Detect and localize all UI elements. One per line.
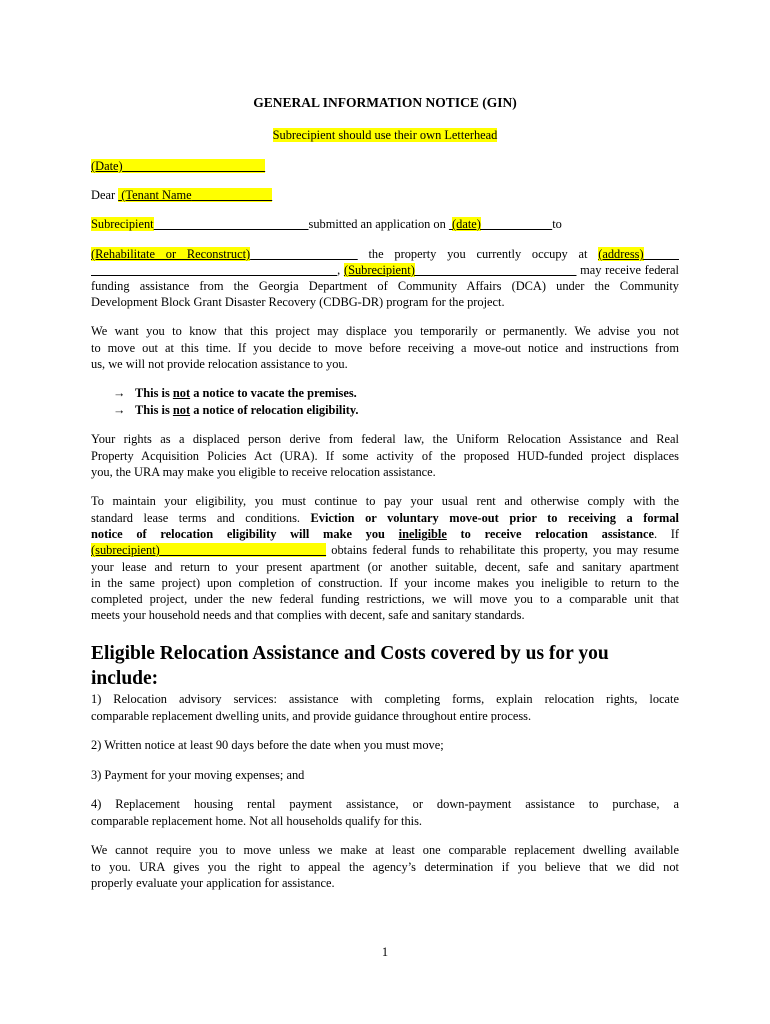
bullet2-emphasis: not: [172, 403, 191, 417]
para4-line3-bold-a: notice of relocation eligibility will make you: [91, 527, 399, 541]
item1-line1: 1) Relocation advisory services: assistance with completing forms, explain relocation rights, locate: [91, 692, 679, 706]
bullet2-pre: This is: [135, 403, 173, 417]
address-field[interactable]: (address): [598, 247, 644, 261]
para1-text-a: the property you currently occupy at: [368, 247, 588, 261]
para5-line2: to you. URA gives you the right to appeal the agency’s determination if you believe that we did not: [91, 860, 679, 874]
date-line: [91, 158, 679, 174]
subrecipient-field[interactable]: Subrecipient: [91, 217, 154, 231]
bullet1-pre: This is: [135, 386, 173, 400]
para4-line7: completed project, under the new federal funding restrictions, we will move you to a comparable unit that: [91, 592, 679, 606]
para2-line3: us, we will not provide relocation assistance to you.: [91, 357, 348, 371]
para3-line1: Your rights as a displaced person derive from federal law, the Uniform Relocation Assistance and Real: [91, 432, 679, 446]
para5-line1: We cannot require you to move unless we make at least one comparable replacement dwelling available: [91, 843, 679, 857]
bullet-not-eligibility: [113, 402, 359, 418]
para4-line5: your lease and return to your present apartment (or another suitable, decent, safe and sanitary apartment: [91, 560, 679, 574]
para4-line2-plain: standard lease terms and conditions.: [91, 511, 311, 525]
bullet1-emphasis: not: [172, 386, 191, 400]
para4-line3-plain: . If: [653, 527, 680, 541]
para4-line4-text: obtains federal funds to rehabilitate this property, you may resume: [331, 543, 679, 557]
section-heading-line1: Eligible Relocation Assistance and Costs covered by us for you: [91, 643, 609, 664]
para3-line3: you, the URA may make you eligible to receive relocation assistance.: [91, 465, 436, 479]
item2: 2) Written notice at least 90 days before the date when you must move;: [91, 738, 444, 752]
rehab-reconstruct-field[interactable]: (Rehabilitate or Reconstruct): [91, 247, 251, 261]
para4-line3-bold-b: to receive relocation assistance: [446, 527, 654, 541]
date-field-text: (Date): [91, 159, 123, 173]
dear-label: Dear: [91, 188, 116, 202]
arrow-right-icon: →: [113, 386, 126, 400]
para4-line2-bold: Eviction or voluntary move-out prior to receiving a formal: [310, 511, 679, 525]
bullet1-post: a notice to vacate the premises.: [190, 386, 357, 400]
application-date-field[interactable]: (date): [452, 217, 481, 231]
para4-line1: To maintain your eligibility, you must continue to pay your usual rent and otherwise comply with the: [91, 494, 679, 508]
page-number: 1: [381, 945, 389, 959]
subrecipient-field-2[interactable]: (Subrecipient): [343, 263, 415, 277]
document-title: GENERAL INFORMATION NOTICE (GIN): [253, 95, 517, 110]
tenant-name-text: (Tenant Name: [121, 188, 192, 202]
tenant-name-field[interactable]: [118, 188, 272, 202]
item3: 3) Payment for your moving expenses; and: [91, 768, 305, 782]
letterhead-note: [0, 128, 770, 143]
section-heading-line2: include:: [91, 668, 159, 689]
salutation-line: [91, 187, 679, 203]
para2-line2: to move out at this time. If you decide to move before receiving a move-out notice and instructions from: [91, 341, 679, 355]
para1-line2: , (Subrecipient) may receive federal: [91, 262, 679, 278]
para4-line3: [91, 526, 679, 542]
submitted-line: [91, 216, 679, 232]
para4-line2: [91, 510, 679, 526]
bullet2-post: a notice of relocation eligibility.: [190, 403, 359, 417]
para4-ineligible: ineligible: [398, 527, 447, 541]
address-blank[interactable]: [91, 263, 337, 277]
item4-line1: 4) Replacement housing rental payment assistance, or down-payment assistance to purchase, a: [91, 797, 679, 811]
para4-line6: in the same project) upon completion of construction. If your income makes you ineligible to return to the: [91, 576, 679, 590]
para1-line4: Development Block Grant Disaster Recovery (CDBG-DR) program for the project.: [91, 295, 505, 309]
para2-line1: We want you to know that this project may displace you temporarily or permanently. We advise you not: [91, 324, 679, 338]
to-text: to: [552, 217, 562, 231]
para1-line1: [91, 246, 679, 262]
date-field[interactable]: [91, 159, 265, 173]
para5-line3: properly evaluate your application for assistance.: [91, 876, 335, 890]
submitted-text: submitted an application on: [308, 217, 446, 231]
subrecipient-field-3[interactable]: (subrecipient): [91, 543, 160, 557]
para4-line4: [91, 542, 679, 558]
item4-line2: comparable replacement home. Not all households qualify for this.: [91, 814, 423, 828]
item1-line2: comparable replacement dwelling units, and provide guidance throughout entire process.: [91, 709, 532, 723]
para3-line2: Property Acquisition Policies Act (URA). If some activity of the proposed HUD-funded project displaces: [91, 449, 679, 463]
letterhead-note-text: Subrecipient should use their own Letterhead: [272, 128, 498, 142]
bullet-not-vacate: [113, 385, 357, 401]
para4-line8: meets your household needs and that complies with decent, safe and sanitary standards.: [91, 608, 525, 622]
para1-text-b: may receive federal: [580, 263, 680, 277]
arrow-right-icon: →: [113, 403, 126, 417]
para1-line3: funding assistance from the Georgia Department of Community Affairs (DCA) under the Community: [91, 279, 679, 293]
